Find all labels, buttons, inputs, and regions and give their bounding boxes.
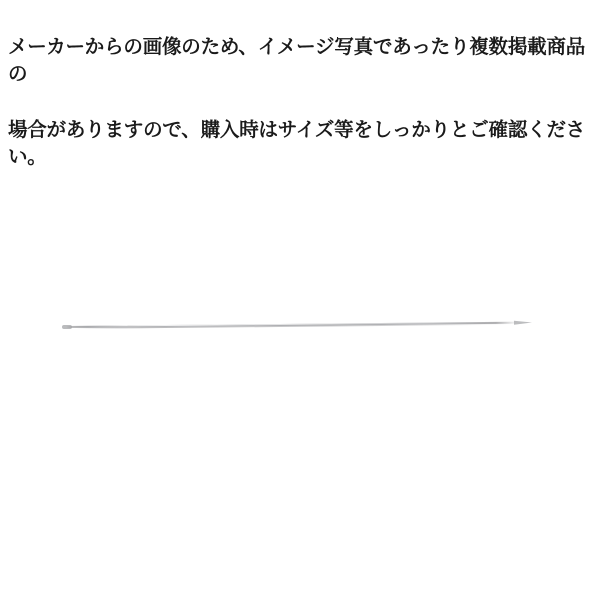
- skewer-tip: [514, 321, 532, 325]
- skewer-shaft: [66, 322, 518, 329]
- skewer-handle-end: [62, 325, 72, 328]
- skewer-highlight: [78, 322, 508, 327]
- disclaimer-line-1: メーカーからの画像のため、イメージ写真であったり複数掲載商品の: [8, 35, 586, 86]
- skewer-product: [66, 312, 532, 338]
- skewer-shadow: [76, 324, 512, 329]
- disclaimer-line-2: 場合がありますので、購入時はサイズ等をしっかりとご確認ください。: [8, 118, 586, 169]
- disclaimer-notice: [0, 0, 600, 200]
